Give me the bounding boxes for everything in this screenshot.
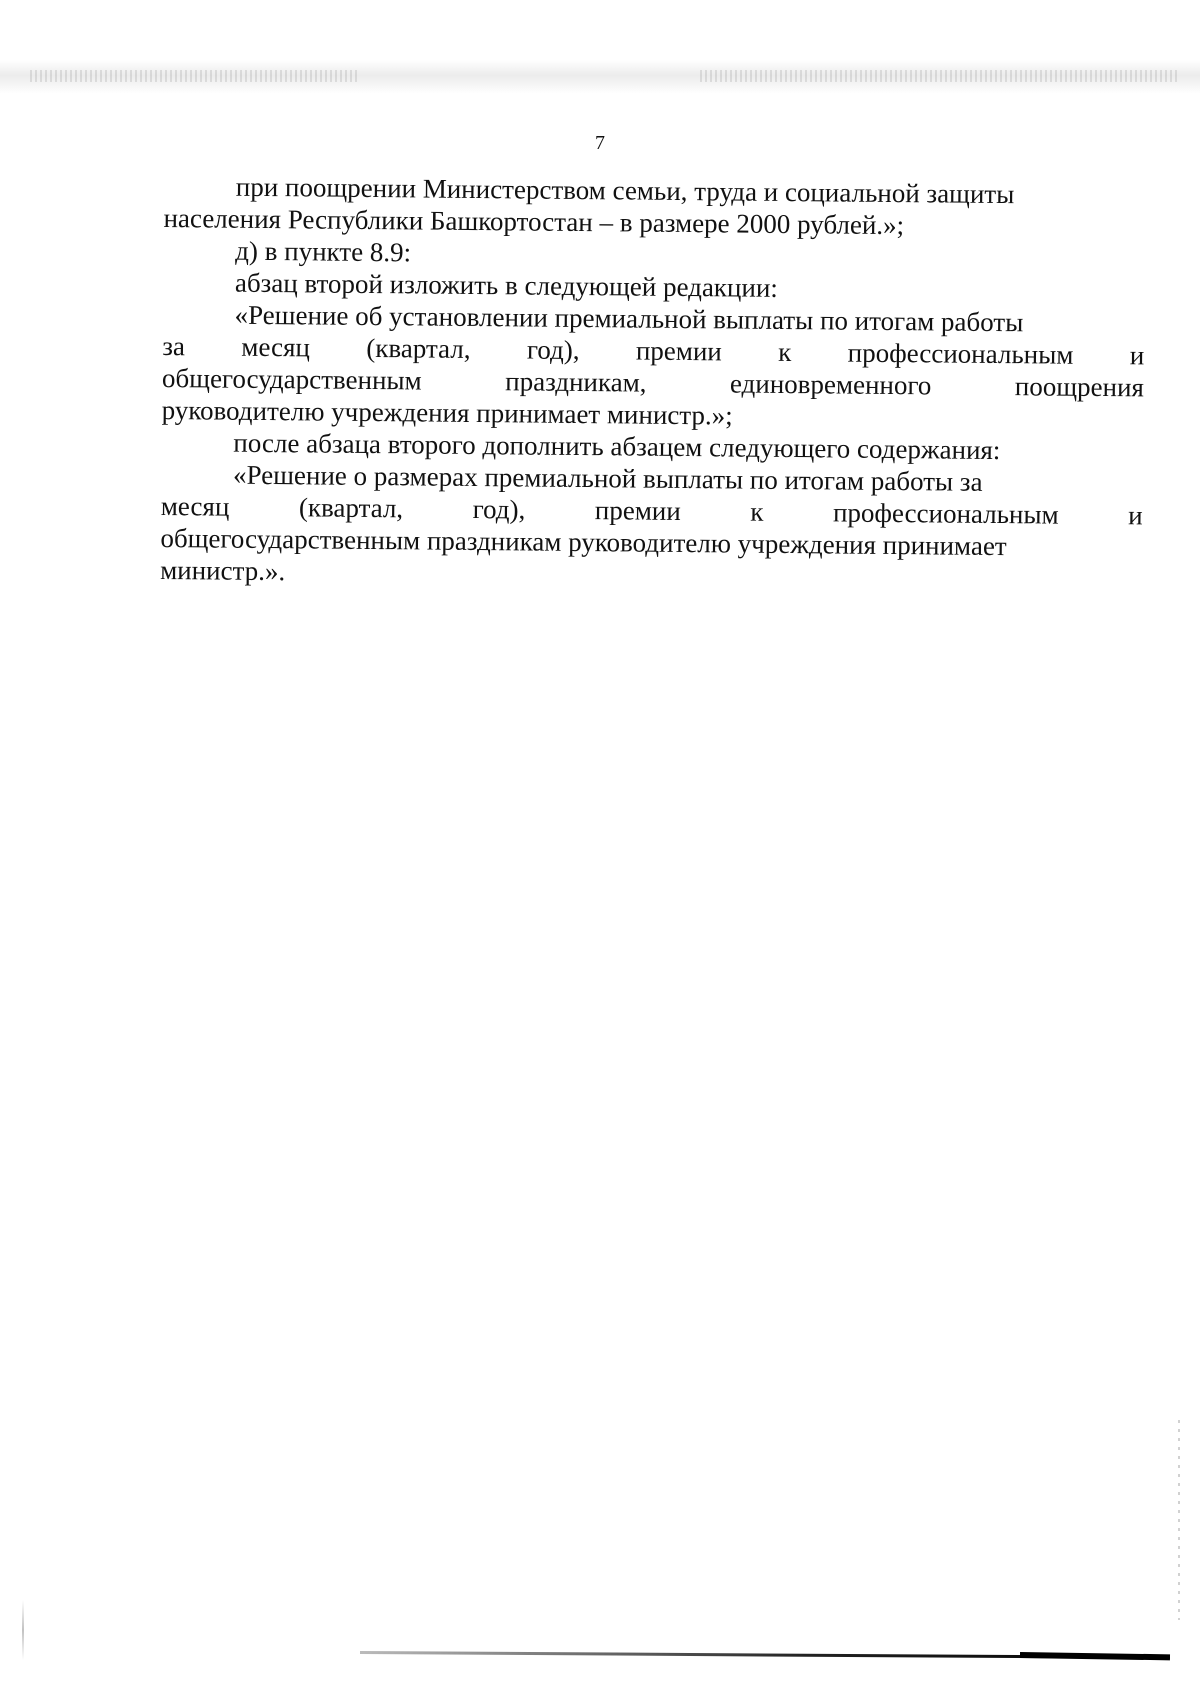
paragraph-instruction: после абзаца второго дополнить абзацем следующего содержания:	[233, 427, 1001, 466]
scan-grain-left	[30, 70, 360, 82]
page-number: 7	[595, 132, 605, 154]
word: праздникам,	[505, 366, 647, 398]
paragraph-item-d: д) в пункте 8.9:	[235, 235, 412, 268]
word: (квартал,	[298, 492, 404, 524]
word: премии	[635, 335, 722, 367]
scan-edge-mark	[1178, 1420, 1180, 1620]
word: месяц	[241, 331, 311, 363]
paragraph-line: руководителю учреждения принимает министр.»;	[161, 394, 733, 431]
word: и	[1128, 500, 1143, 531]
scan-artifact-top	[0, 60, 1200, 94]
word: год),	[472, 493, 526, 525]
word: и	[1129, 340, 1145, 371]
word: премии	[594, 495, 681, 526]
paragraph-line-spread: общегосударственным праздникам руководителю учреждения принимает	[160, 522, 1007, 562]
word: за	[162, 330, 186, 362]
word: к	[778, 336, 792, 368]
word: общегосударственным	[161, 362, 422, 396]
paragraph-instruction: абзац второй изложить в следующей редакции:	[234, 267, 778, 303]
paragraph-line: министр.».	[160, 554, 286, 587]
word: к	[750, 496, 764, 527]
word: единовременного	[729, 368, 932, 401]
paragraph-line: населения Республики Башкортостан – в размере 2000 рублей.»;	[163, 202, 905, 241]
word: месяц	[160, 490, 230, 522]
paragraph-line: при поощрении Министерством семьи, труда и социальной защиты	[235, 171, 1015, 210]
word: год),	[526, 334, 580, 365]
word: профессиональным	[832, 497, 1059, 530]
word: профессиональным	[847, 337, 1074, 370]
scan-line-bottom-thick	[1020, 1652, 1170, 1660]
word: поощрения	[1014, 371, 1145, 403]
scan-edge-mark	[22, 1600, 24, 1660]
document-body	[160, 170, 1146, 595]
paragraph-line: «Решение о размерах премиальной выплаты по итогам работы за	[232, 459, 983, 497]
scan-grain-right	[700, 70, 1180, 82]
word: (квартал,	[366, 332, 471, 364]
paragraph-line: «Решение об установлении премиальной выплаты по итогам работы	[234, 299, 1024, 338]
